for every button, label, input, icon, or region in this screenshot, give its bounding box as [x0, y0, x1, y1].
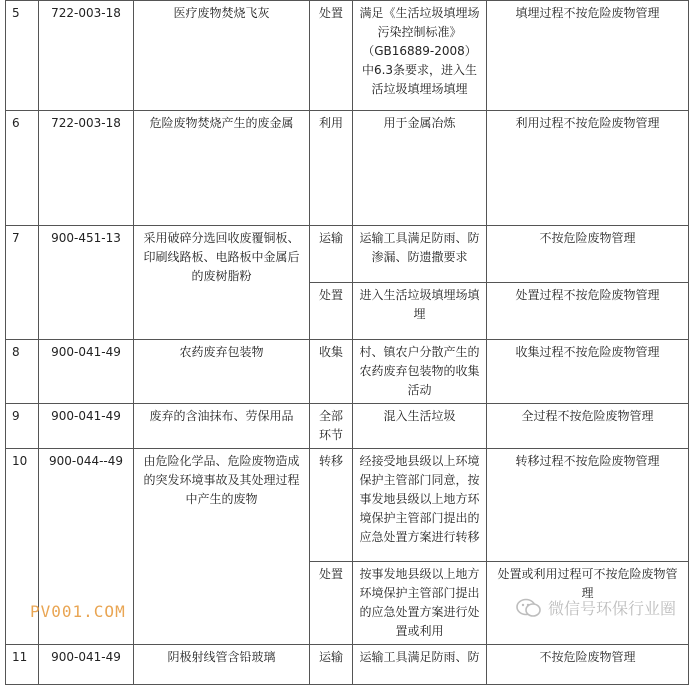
row-number: 10: [6, 449, 39, 645]
table-row: [6, 645, 689, 685]
exemption-scope: 收集过程不按危险废物管理: [487, 340, 689, 404]
waste-name: 医疗废物焚烧飞灰: [134, 1, 310, 111]
waste-code: 900-044--49: [39, 449, 134, 645]
exemption-condition: 按事发地县级以上地方环境保护主管部门提出的应急处置方案进行处置或利用: [353, 562, 487, 645]
hazardous-waste-exemption-table: [5, 0, 689, 685]
site-watermark: PV001.COM: [30, 602, 126, 621]
wechat-watermark-text: 微信号环保行业圈: [547, 599, 676, 618]
exemption-scope: 填埋过程不按危险废物管理: [487, 1, 689, 111]
exemption-scope: 不按危险废物管理: [487, 645, 689, 685]
waste-name: 由危险化学品、危险废物造成的突发环境事故及其处理过程中产生的废物: [134, 449, 310, 645]
waste-name: 采用破碎分选回收废覆铜板、印刷线路板、电路板中金属后的废树脂粉: [134, 226, 310, 340]
row-number: 11: [6, 645, 39, 685]
exemption-condition: 村、镇农户分散产生的农药废弃包装物的收集活动: [353, 340, 487, 404]
waste-code: 900-041-49: [39, 404, 134, 449]
stage: 处置: [310, 562, 353, 645]
stage: 运输: [310, 645, 353, 685]
exemption-scope: 利用过程不按危险废物管理: [487, 111, 689, 226]
row-number: 8: [6, 340, 39, 404]
table-row: [6, 1, 689, 111]
waste-name: 阴极射线管含铅玻璃: [134, 645, 310, 685]
stage: 运输: [310, 226, 353, 283]
exemption-scope: 全过程不按危险废物管理: [487, 404, 689, 449]
exemption-condition: 用于金属冶炼: [353, 111, 487, 226]
table-row: [6, 404, 689, 449]
table-row: [6, 111, 689, 226]
waste-code: 722-003-18: [39, 111, 134, 226]
waste-code: 722-003-18: [39, 1, 134, 111]
waste-name: 废弃的含油抹布、劳保用品: [134, 404, 310, 449]
table-row: [6, 226, 689, 283]
exemption-condition: 满足《生活垃圾填埋场污染控制标准》（GB16889-2008）中6.3条要求，进入生活垃圾填埋场填埋: [353, 1, 487, 111]
exemption-condition: 混入生活垃圾: [353, 404, 487, 449]
waste-code: 900-041-49: [39, 340, 134, 404]
stage: 利用: [310, 111, 353, 226]
exemption-condition: 经接受地县级以上环境保护主管部门同意，按事发地县级以上地方环境保护主管部门提出的应急处置方案进行转移: [353, 449, 487, 562]
stage: 处置: [310, 283, 353, 340]
row-number: 9: [6, 404, 39, 449]
exemption-scope: 处置或利用过程可不按危险废物管理: [487, 562, 689, 645]
exemption-condition: 进入生活垃圾填埋场填埋: [353, 283, 487, 340]
row-number: 7: [6, 226, 39, 340]
row-number: 6: [6, 111, 39, 226]
exemption-condition: 运输工具满足防雨、防: [353, 645, 487, 685]
exemption-scope: 不按危险废物管理: [487, 226, 689, 283]
waste-code: 900-041-49: [39, 645, 134, 685]
waste-name: 农药废弃包装物: [134, 340, 310, 404]
exemption-scope: 转移过程不按危险废物管理: [487, 449, 689, 562]
stage: 转移: [310, 449, 353, 562]
exemption-scope: 处置过程不按危险废物管理: [487, 283, 689, 340]
waste-name: 危险废物焚烧产生的废金属: [134, 111, 310, 226]
stage: 处置: [310, 1, 353, 111]
stage: 收集: [310, 340, 353, 404]
stage: 全部环节: [310, 404, 353, 449]
row-number: 5: [6, 1, 39, 111]
table-row: [6, 340, 689, 404]
exemption-condition: 运输工具满足防雨、防渗漏、防遗撒要求: [353, 226, 487, 283]
waste-code: 900-451-13: [39, 226, 134, 340]
table-row: [6, 449, 689, 562]
